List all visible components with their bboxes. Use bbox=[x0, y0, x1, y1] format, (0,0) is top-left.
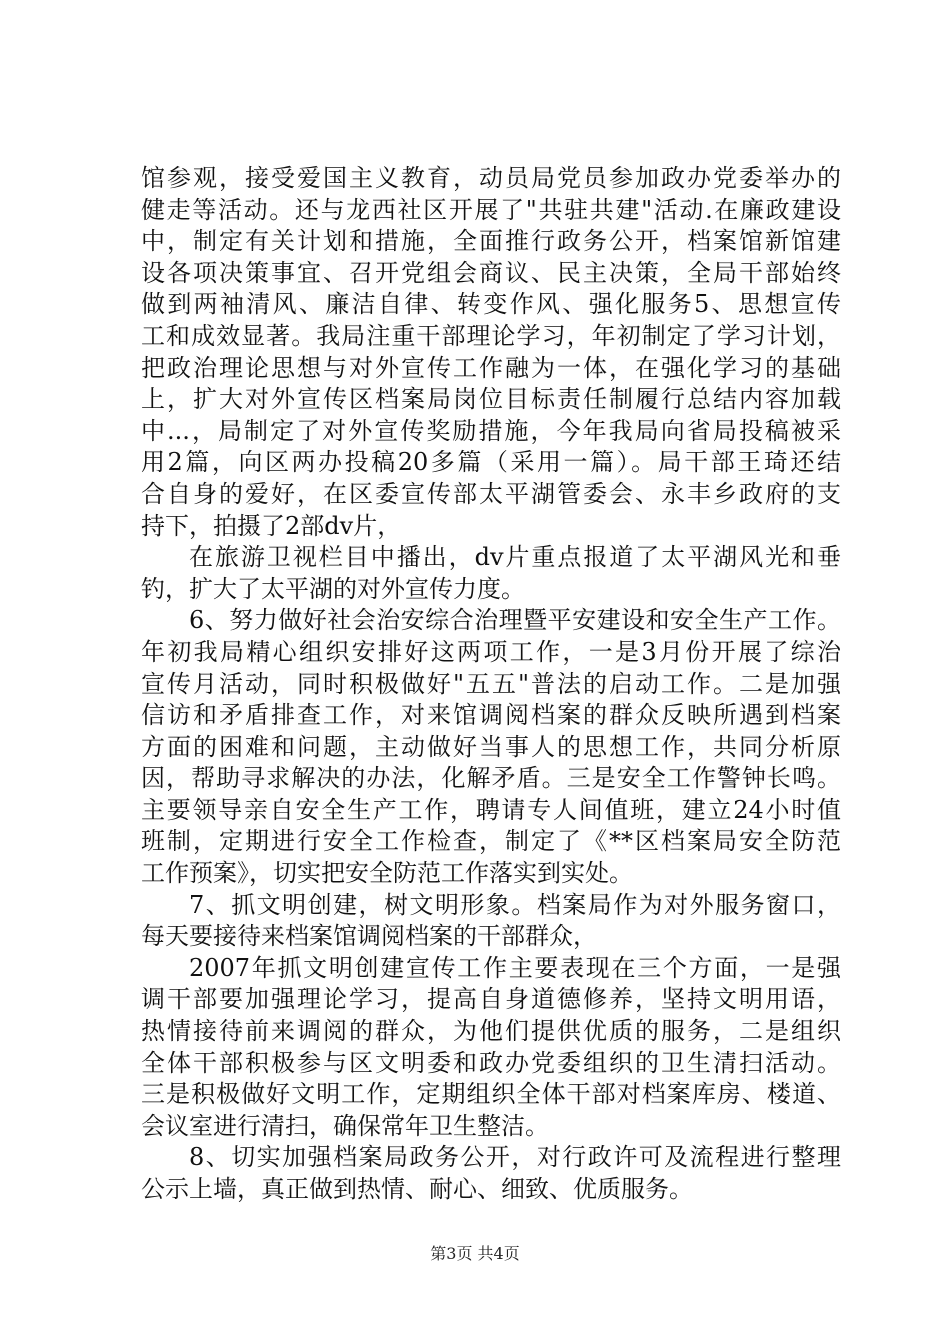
text-line: 工和成效显著。我局注重干部理论学习，年初制定了学习计划， bbox=[141, 321, 841, 350]
text-line: 因，帮助寻求解决的办法，化解矛盾。三是安全工作警钟长鸣。 bbox=[141, 764, 841, 793]
body-text bbox=[141, 163, 841, 1206]
text-line: 用2篇，向区两办投稿20多篇（采用一篇）。局干部王琦还结 bbox=[141, 448, 841, 477]
text-line: 年初我局精心组织安排好这两项工作，一是3月份开展了综治 bbox=[141, 637, 841, 666]
text-line: 8、切实加强档案局政务公开，对行政许可及流程进行整理 bbox=[189, 1143, 841, 1172]
text-line: 宣传月活动，同时积极做好"五五"普法的启动工作。二是加强 bbox=[141, 669, 841, 698]
text-line: 主要领导亲自安全生产工作，聘请专人间值班，建立24小时值 bbox=[141, 795, 841, 824]
text-line: 全体干部积极参与区文明委和政办党委组织的卫生清扫活动。 bbox=[141, 1048, 841, 1077]
text-line: 把政治理论思想与对外宣传工作融为一体，在强化学习的基础 bbox=[141, 353, 841, 382]
text-line: 持下，拍摄了2部dv片， bbox=[141, 511, 402, 540]
text-line: 设各项决策事宜、召开党组会商议、民主决策，全局干部始终 bbox=[141, 258, 841, 287]
text-line: 合自身的爱好，在区委宣传部太平湖管委会、永丰乡政府的支 bbox=[141, 479, 841, 508]
text-line: 公示上墙，真正做到热情、耐心、细致、优质服务。 bbox=[141, 1175, 693, 1203]
text-line: 在旅游卫视栏目中播出，dv片重点报道了太平湖风光和垂 bbox=[189, 543, 841, 572]
text-line: 信访和矛盾排查工作，对来馆调阅档案的群众反映所遇到档案 bbox=[141, 701, 841, 730]
text-line: 2007年抓文明创建宣传工作主要表现在三个方面，一是强 bbox=[189, 953, 841, 982]
text-line: 中，制定有关计划和措施，全面推行政务公开，档案馆新馆建 bbox=[141, 227, 841, 256]
text-line: 上，扩大对外宣传区档案局岗位目标责任制履行总结内容加载 bbox=[141, 385, 841, 414]
text-line: 每天要接待来档案馆调阅档案的干部群众， bbox=[141, 922, 597, 951]
text-line: 7、抓文明创建，树文明形象。档案局作为对外服务窗口， bbox=[189, 890, 841, 919]
page-number-footer: 第3页 共4页 bbox=[430, 1244, 520, 1263]
text-line: 热情接待前来调阅的群众，为他们提供优质的服务，二是组织 bbox=[141, 1017, 841, 1046]
text-line: 会议室进行清扫，确保常年卫生整洁。 bbox=[141, 1111, 549, 1140]
text-line: 方面的困难和问题，主动做好当事人的思想工作，共同分析原 bbox=[141, 732, 841, 761]
text-line: 6、努力做好社会治安综合治理暨平安建设和安全生产工作。 bbox=[189, 606, 841, 635]
text-line: 馆参观，接受爱国主义教育，动员局党员参加政办党委举办的 bbox=[141, 164, 841, 192]
text-line: 三是积极做好文明工作，定期组织全体干部对档案库房、楼道、 bbox=[141, 1080, 841, 1109]
text-line: 调干部要加强理论学习，提高自身道德修养，坚持文明用语， bbox=[141, 985, 841, 1014]
text-line: 健走等活动。还与龙西社区开展了"共驻共建"活动.在廉政建设 bbox=[141, 195, 841, 224]
text-line: 做到两袖清风、廉洁自律、转变作风、强化服务5、思想宣传 bbox=[141, 290, 841, 319]
text-line: 中...，局制定了对外宣传奖励措施，今年我局向省局投稿被采 bbox=[141, 416, 841, 445]
text-line: 班制，定期进行安全工作检查，制定了《**区档案局安全防范 bbox=[141, 827, 841, 856]
text-line: 工作预案》，切实把安全防范工作落实到实处。 bbox=[141, 859, 633, 888]
text-line: 钓，扩大了太平湖的对外宣传力度。 bbox=[141, 574, 525, 603]
